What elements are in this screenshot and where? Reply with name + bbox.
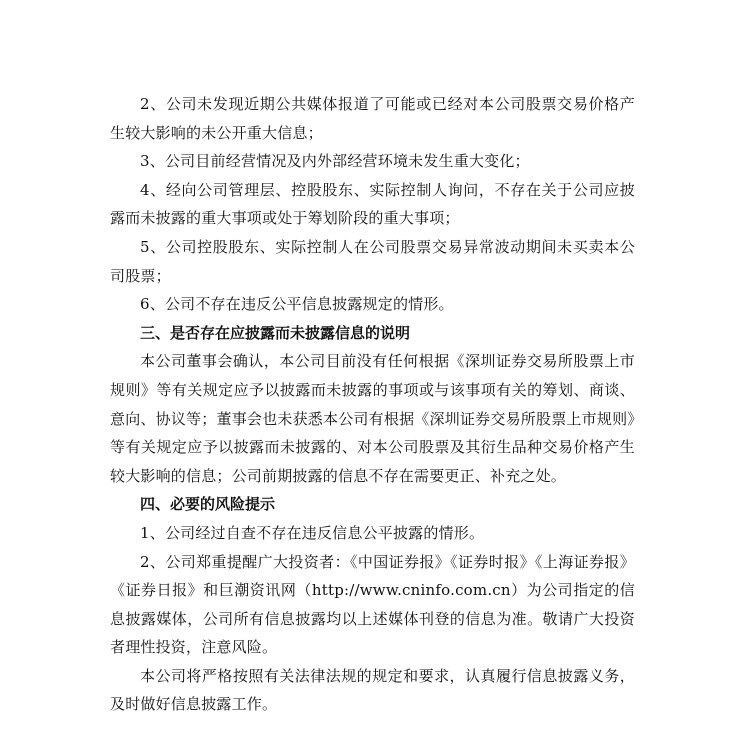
paragraph-item-2: 2、公司未发现近期公共媒体报道了可能或已经对本公司股票交易价格产生较大影响的未公开重大信息；	[110, 95, 635, 142]
paragraph-item-6: 6、公司不存在违反公平信息披露规定的情形。	[140, 295, 454, 314]
paragraph-item-4: 4、经向公司管理层、控股股东、实际控制人询问，不存在关于公司应披露而未披露的重大事项或处于筹划阶段的重大事项；	[110, 180, 635, 228]
risk-item-2: 2、公司郑重提醒广大投资者：《中国证券报》《证券时报》《上海证券报》《证券日报》和巨潮资讯网（http://www.cninfo.com.cn）为公司指定的信息披露媒体，公司所有信息披露均以上述媒体刊登的信息为准。敬请广大投资者理性投资，注意风险。	[110, 552, 635, 657]
paragraph-item-5: 5、公司控股股东、实际控制人在公司股票交易异常波动期间未买卖本公司股票；	[110, 237, 635, 285]
document-page	[110, 90, 635, 719]
closing-paragraph: 本公司将严格按照有关法律法规的规定和要求，认真履行信息披露义务，及时做好信息披露工作。	[110, 666, 635, 714]
section-4-heading: 四、必要的风险提示	[140, 495, 276, 514]
section-3-heading: 三、是否存在应披露而未披露信息的说明	[140, 323, 411, 342]
section-3-body: 本公司董事会确认，本公司目前没有任何根据《深圳证券交易所股票上市规则》等有关规定应予以披露而未披露的事项或与该事项有关的筹划、商谈、意向、协议等；董事会也未获悉本公司有根据《深圳证券交易所股票上市规则》等有关规定应予以披露而未披露的、对本公司股票及其衍生品种交易价格产生较大影响的信息；公司前期披露的信息不存在需要更正、补充之处。	[110, 352, 635, 485]
risk-item-1: 1、公司经过自查不存在违反信息公平披露的情形。	[140, 523, 485, 542]
paragraph-item-3: 3、公司目前经营情况及内外部经营环境未发生重大变化；	[140, 152, 530, 171]
